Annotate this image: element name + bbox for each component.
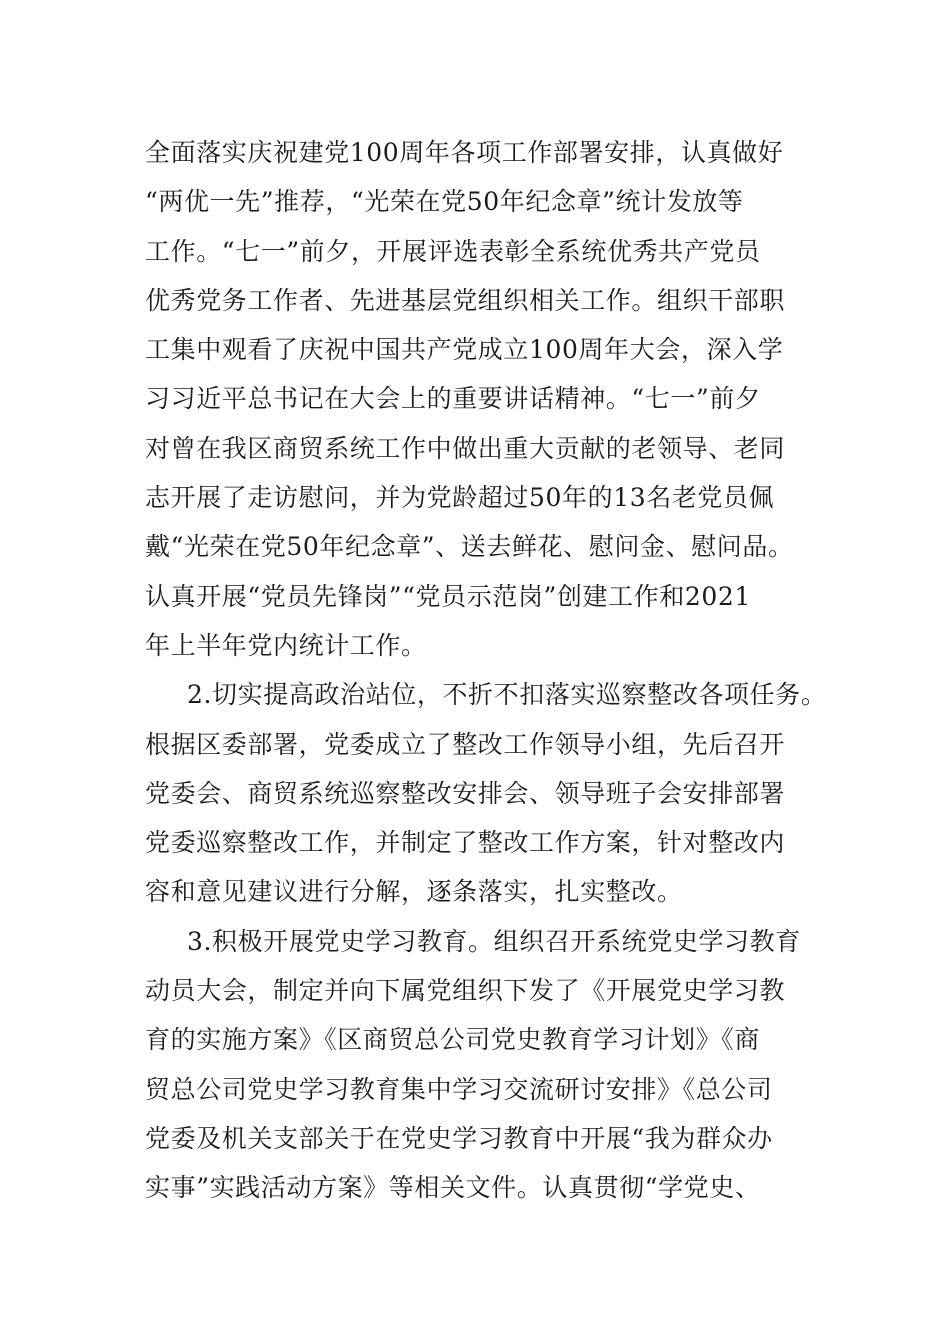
text-line: 党委会、商贸系统巡察整改安排会、领导班子会安排部署 bbox=[145, 778, 786, 808]
text-line: 容和意见建议进行分解，逐条落实，扎实整改。 bbox=[145, 877, 683, 907]
text-line: 认真开展“党员先锋岗”“党员示范岗”创建工作和2021 bbox=[145, 581, 751, 611]
text-line: 动员大会，制定并向下属党组织下发了《开展党史学习教 bbox=[145, 976, 786, 1006]
text-line: 年上半年党内统计工作。 bbox=[145, 630, 427, 660]
text-line: 工作。“七一”前夕，开展评选表彰全系统优秀共产党员 bbox=[145, 236, 761, 266]
text-line: “两优一先”推荐，“光荣在党50年纪念章”统计发放等 bbox=[145, 187, 744, 217]
text-line: 根据区委部署，党委成立了整改工作领导小组，先后召开 bbox=[145, 729, 786, 759]
text-line: 党委巡察整改工作，并制定了整改工作方案，针对整改内 bbox=[145, 828, 786, 858]
text-line: 戴“光荣在党50年纪念章”、送去鲜花、慰问金、慰问品。 bbox=[145, 532, 794, 562]
body-text bbox=[145, 128, 825, 1213]
text-line: 志开展了走访慰问，并为党龄超过50年的13名老党员佩 bbox=[145, 483, 775, 513]
text-line: 习习近平总书记在大会上的重要讲话精神。“七一”前夕 bbox=[145, 384, 761, 414]
text-line: 贸总公司党史学习教育集中学习交流研讨安排》《总公司 bbox=[145, 1074, 773, 1104]
text-line: 全面落实庆祝建党100周年各项工作部署安排，认真做好 bbox=[145, 138, 784, 167]
text-line: 育的实施方案》《区商贸总公司党史教育学习计划》《商 bbox=[145, 1025, 761, 1055]
text-line: 实事”实践活动方案》等相关文件。认真贯彻“学党史、 bbox=[145, 1173, 761, 1203]
text-line: 对曾在我区商贸系统工作中做出重大贡献的老领导、老同 bbox=[145, 433, 786, 463]
paragraph-3-heading-line: 3.积极开展党史学习教育。组织召开系统党史学习教育 bbox=[187, 926, 801, 956]
text-line: 工集中观看了庆祝中国共产党成立100周年大会，深入学 bbox=[145, 335, 784, 365]
text-line: 优秀党务工作者、先进基层党组织相关工作。组织干部职 bbox=[145, 285, 786, 315]
paragraph-2-heading-line: 2.切实提高政治站位，不折不扣落实巡察整改各项任务。 bbox=[187, 680, 827, 710]
text-line: 党委及机关支部关于在党史学习教育中开展“我为群众办 bbox=[145, 1123, 773, 1153]
